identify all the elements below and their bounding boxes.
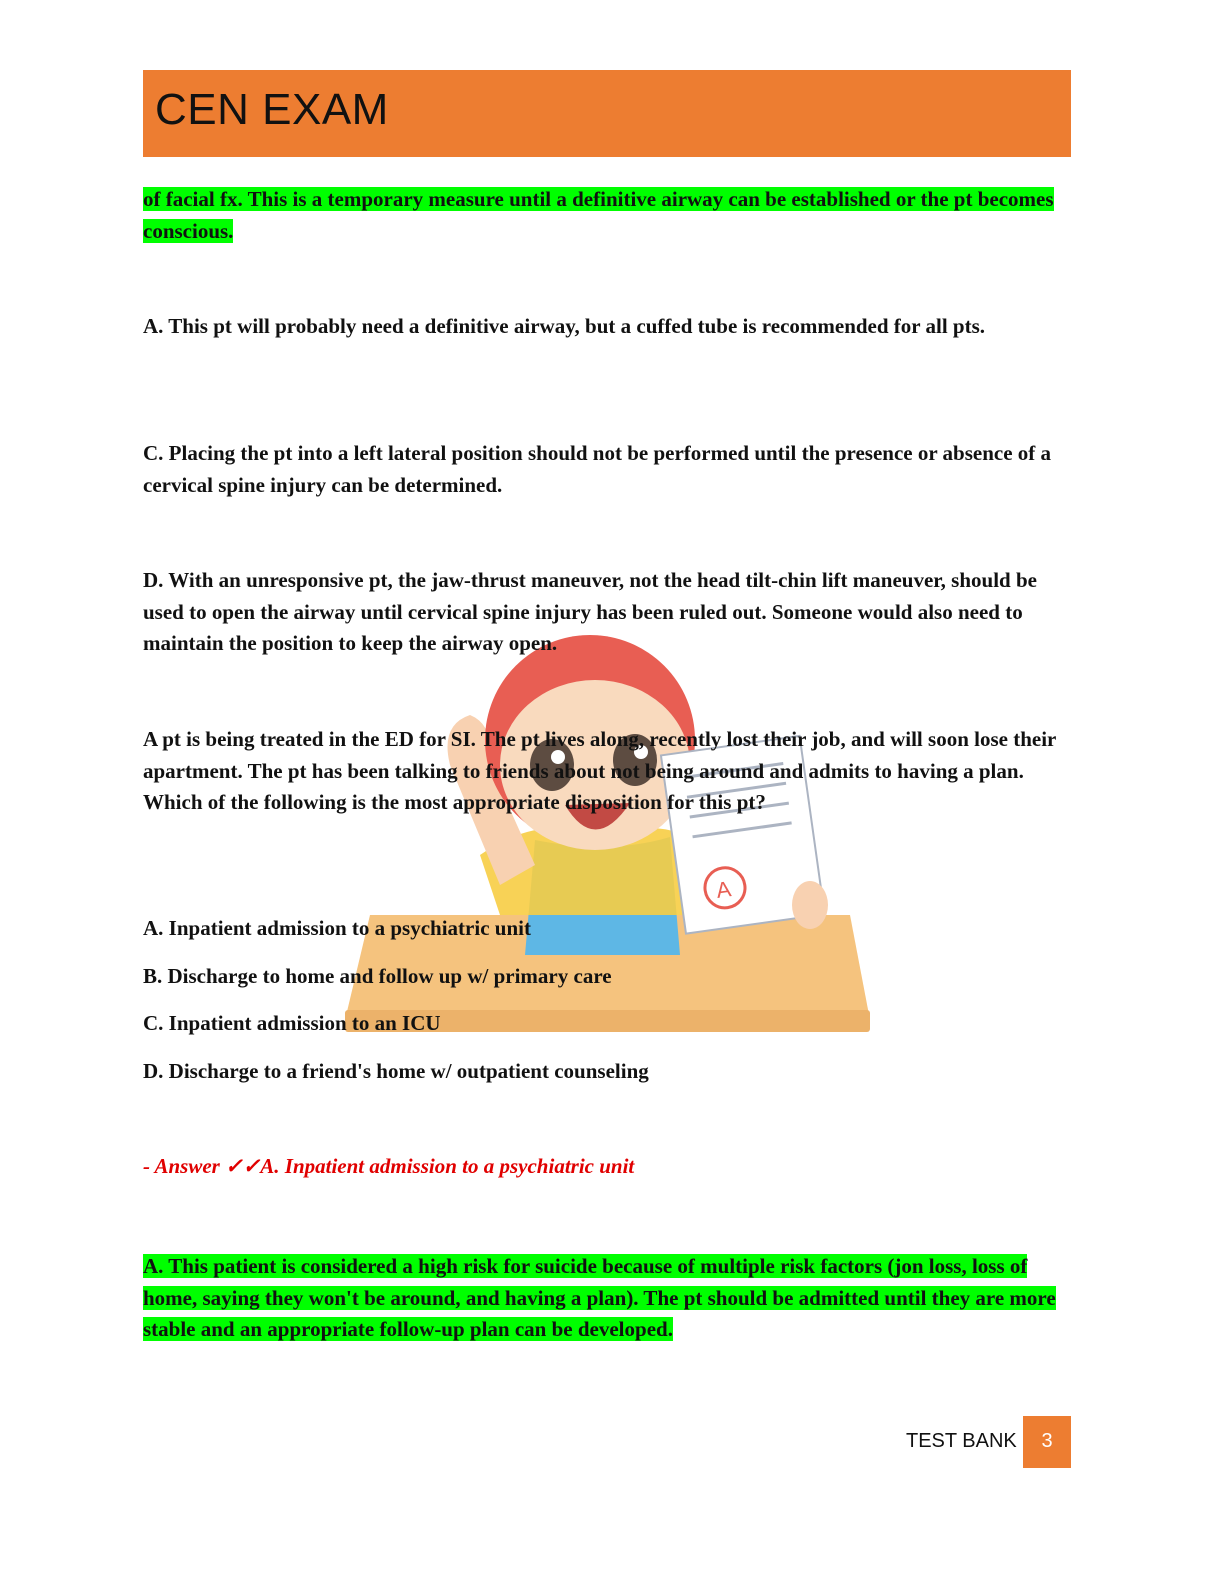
question-stem: A pt is being treated in the ED for SI. The pt lives along, recently lost their job, and will soon lose their apartment. The pt has been talking to friends about not being around and admits to having a plan. Which of the following is the most appropriate disposition for this pt?	[143, 727, 1056, 814]
rationale-intro	[143, 184, 1068, 247]
page-number: 3	[1041, 1430, 1053, 1452]
header-bar	[143, 70, 1071, 157]
answer-explanation	[143, 1251, 1068, 1346]
rationale-option-a: A. This pt will probably need a definitive airway, but a cuffed tube is recommended for all pts.	[143, 314, 985, 338]
page-number-badge	[1023, 1416, 1071, 1468]
svg-text:A: A	[714, 876, 733, 903]
option-c: C. Inpatient admission to an ICU	[143, 1011, 441, 1035]
answer-explanation-text: A. This patient is considered a high risk for suicide because of multiple risk factors (jon loss, loss of home, saying they won't be around, and having a plan). The pt should be admitted until they are more stable and an appropriate follow-up plan can be developed.	[143, 1254, 1056, 1341]
rationale-intro-text: of facial fx. This is a temporary measure until a definitive airway can be established or the pt becomes conscious.	[143, 187, 1054, 243]
option-b: B. Discharge to home and follow up w/ primary care	[143, 964, 612, 988]
rationale-option-c: C. Placing the pt into a left lateral position should not be performed until the presence or absence of a cervical spine injury can be determined.	[143, 441, 1052, 497]
option-a: A. Inpatient admission to a psychiatric unit	[143, 916, 531, 940]
answer-line: - Answer ✓✓A. Inpatient admission to a psychiatric unit	[143, 1154, 635, 1178]
rationale-option-d: D. With an unresponsive pt, the jaw-thrust maneuver, not the head tilt-chin lift maneuver, should be used to open the airway until cervical spine injury has been ruled out. Someone would also need to maintain the position to keep the airway open.	[143, 568, 1037, 655]
footer-label: TEST BANK	[906, 1430, 1017, 1452]
page-title: CEN EXAM	[155, 85, 389, 134]
option-d: D. Discharge to a friend's home w/ outpatient counseling	[143, 1059, 649, 1083]
